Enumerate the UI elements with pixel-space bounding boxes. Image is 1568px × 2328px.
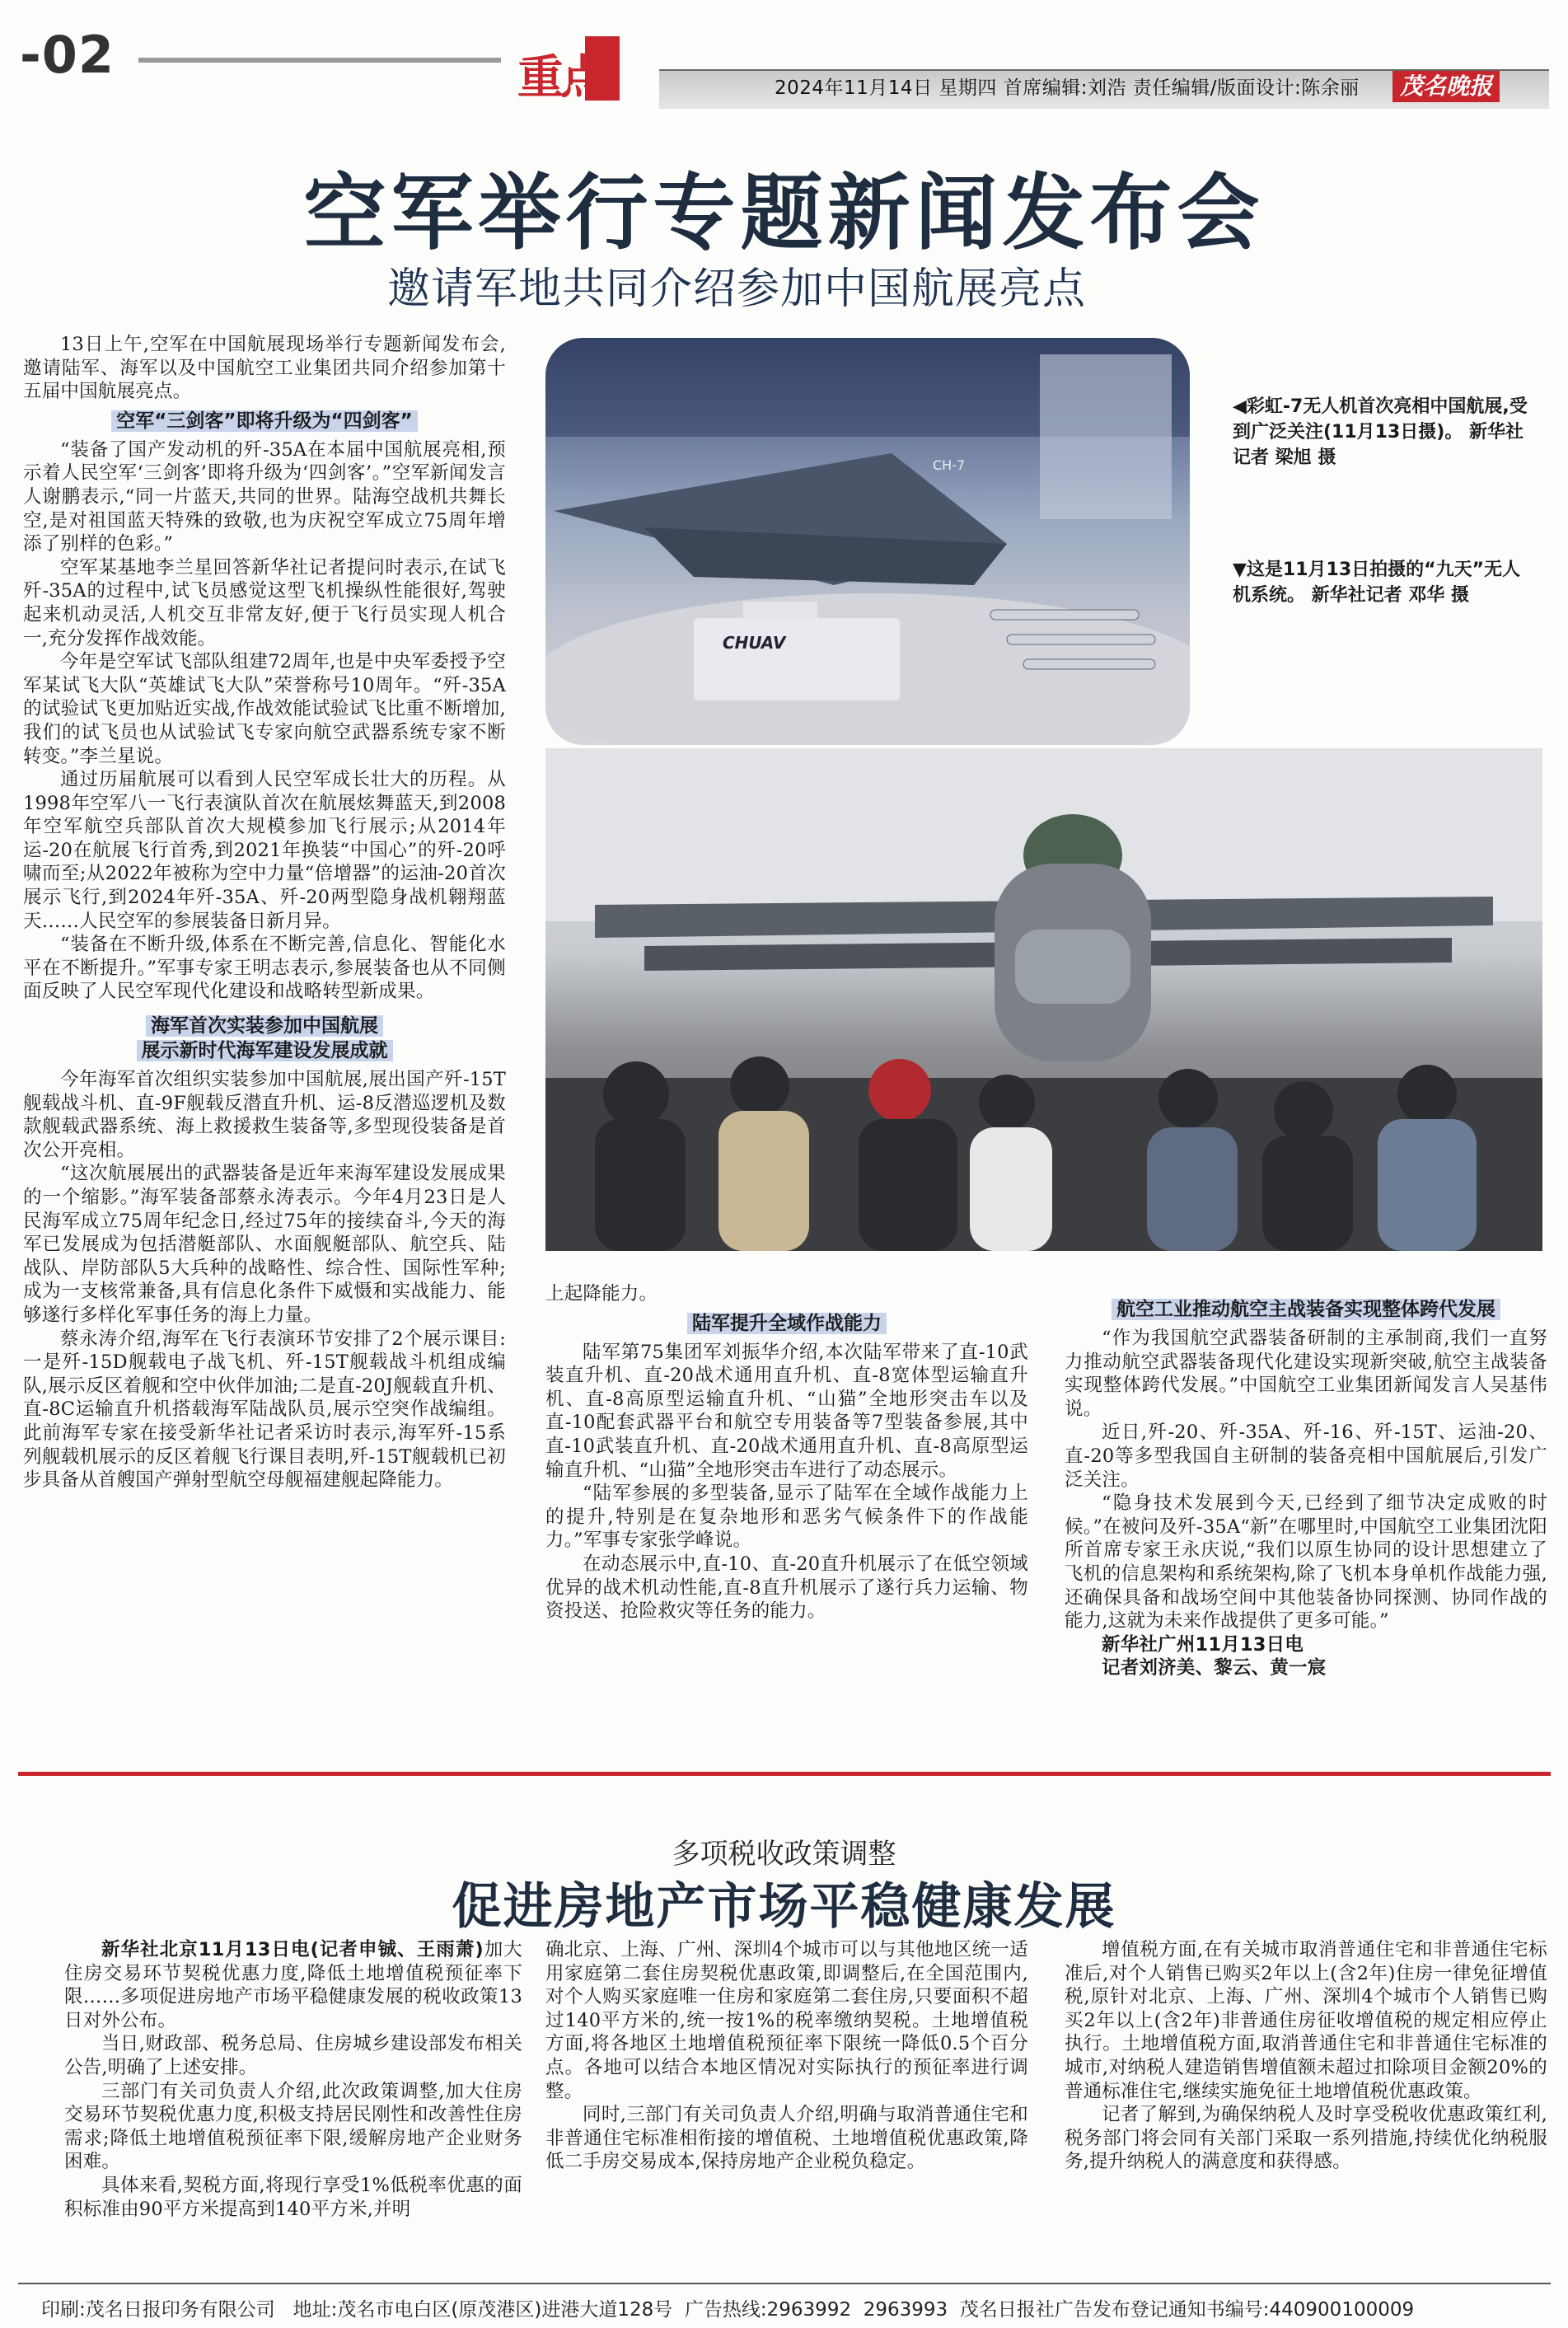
subhead-aviation-text: 航空工业推动航空主战装备实现整体跨代发展 <box>1112 1299 1500 1320</box>
col1-para: “装备了国产发动机的歼-35A在本届中国航展亮相,预示着人民空军‘三剑客’即将升级为‘四剑客’。”空军新闻发言人谢鹏表示,“同一片蓝天,共同的世界。陆海空战机共舞长空,是对祖国蓝天特殊的致敬,也为庆祝空军成立75周年增添了别样的色彩。” <box>23 438 506 555</box>
caption-jiutian: ▼这是11月13日拍摄的“九天”无人机系统。 新华社记者 邓华 摄 <box>1233 560 1521 606</box>
col1-para: 通过历届航展可以看到人民空军成长壮大的历程。从1998年空军八一飞行表演队首次在航展炫舞蓝天,到2008年空军航空兵部队首次大规模参加飞行展示;从2014年运-20在航展飞行首秀,到2021年换装“中国心”的歼-20呼啸而至;从2022年被称为空中力量“倍增器”的运油-20首次展示飞行,到2024年歼-35A、歼-20两型隐身战机翱翔蓝天……人民空军的参展装备日新月异。 <box>23 769 506 932</box>
footer-text: 印刷:茂名日报印务有限公司 地址:茂名市电白区(原茂港区)进港大道128号 广告热线:2963992 2963993 茂名日报社广告发布登记通知书编号:440900100009 <box>41 2299 1415 2321</box>
article2-col1-para: 具体来看,契税方面,将现行享受1%低税率优惠的面积标准由90平方米提高到140平方米,并明 <box>64 2174 522 2220</box>
page-number: -02 <box>20 25 115 85</box>
col1-para: “这次航展展出的武器装备是近年来海军建设发展成果的一个缩影。”海军装备部蔡永涛表示。今年4月23日是人民海军成立75周年纪念日,经过75年的接续奋斗,今天的海军已发展成为包括潜艇部队、水面舰艇部队、航空兵、陆战队、岸防部队5大兵种的战略性、综合性、国际性军种;成为一支核常兼备,具有信息化条件下威慑和实战能力、能够遂行多样化军事任务的海上力量。 <box>23 1163 506 1326</box>
article2-col1-para: 三部门有关司负责人介绍,此次政策调整,加大住房交易环节契税优惠力度,积极支持居民刚性和改善性住房需求;降低土地增值税预征率下限,缓解房地产企业财务困难。 <box>64 2080 522 2173</box>
col2-para: 在动态展示中,直-10、直-20直升机展示了在低空领域优异的战术机动性能,直-8直升机展示了遂行兵力运输、物资投送、抢险救灾等任务的能力。 <box>545 1553 1028 1623</box>
subhead-army <box>545 1311 1028 1336</box>
ch7-drone-illustration <box>545 338 1190 745</box>
photo-label-chuav: CHUAV <box>723 633 786 653</box>
subhead-navy-line2: 展示新时代海军建设发展成就 <box>137 1040 393 1061</box>
photo-label-ch7: CH-7 <box>933 457 966 473</box>
headline: 空军举行专题新闻发布会 <box>303 165 1265 261</box>
subhead-navy-line1: 海军首次实装参加中国航展 <box>146 1015 383 1037</box>
footer-rule <box>18 2283 1551 2284</box>
article2-lead: 加大住房交易环节契税优惠力度,降低土地增值税预征率下限……多项促进房地产市场平稳健康发展的税收政策13日对外公布。 <box>64 1939 522 2031</box>
article2-col3 <box>1065 1938 1547 2174</box>
article2-col1 <box>64 1938 522 2221</box>
photo-jiutian <box>545 748 1542 1251</box>
article1-col1 <box>23 333 506 1492</box>
byline-dateline: 新华社广州11月13日电 <box>1102 1633 1304 1656</box>
article2-col3-para: 记者了解到,为确保纳税人及时享受税收优惠政策红利,税务部门将会同有关部门采取一系列措施,持续优化纳税服务,提升纳税人的满意度和获得感。 <box>1065 2104 1547 2173</box>
col2-para: “陆军参展的多型装备,显示了陆军在全域作战能力上的提升,特别是在复杂地形和恶劣气候条件下的作战能力。”军事专家张学峰说。 <box>545 1483 1028 1552</box>
subhead-navy <box>23 1014 506 1063</box>
col2-tail: 上起降能力。 <box>545 1283 658 1305</box>
header-info: 2024年11月14日 星期四 首席编辑:刘浩 责任编辑/版面设计:陈余丽 <box>775 77 1360 99</box>
col3-para: “隐身技术发展到今天,已经到了细节决定成败的时候。”在被问及歼-35A“新”在哪里时,中国航空工业集团沈阳所首席专家王永庆说,“我们以原生协同的设计思想建立了飞机的信息架构和系统架构,除了飞机本身单机作战能力强,还确保具备和战场空间中其他装备协同探测、协同作战的能力,这就为未来作战提供了更多可能。” <box>1065 1492 1547 1632</box>
article2-col3-para: 增值税方面,在有关城市取消普通住宅和非普通住宅标准后,对个人销售已购买2年以上(含2年)住房一律免征增值税,原针对北京、上海、广州、深圳4个城市个人销售已购买2年以上(含2年)非普通住房征收增值税的规定相应停止执行。土地增值税方面,取消普通住宅和非普通住宅标准的城市,对纳税人建造销售增值额未超过扣除项目金额20%的普通标准住宅,继续实施免征土地增值税优惠政策。 <box>1065 1939 1547 2102</box>
article2-col2 <box>545 1938 1028 2174</box>
section-badge <box>514 36 623 105</box>
col3-para: 近日,歼-20、歼-35A、歼-16、歼-15T、运油-20、直-20等多型我国自主研制的装备亮相中国航展后,引发广泛关注。 <box>1065 1422 1547 1491</box>
byline-reporters: 记者刘济美、黎云、黄一宸 <box>1102 1657 1327 1679</box>
article2-col2-first: 确北京、上海、广州、深圳4个城市可以与其他地区统一适用家庭第二套住房契税优惠政策,即调整后,在全国范围内,对个人购买家庭唯一住房和家庭第二套住房,只要面积不超过140平方米的,统一按1%的税率缴纳契税。土地增值税方面,将各地区土地增值税预征率下限统一降低0.5个百分点。各地可以结合本地区情况对实际执行的预征率进行调整。 <box>545 1939 1028 2102</box>
col3-para: “作为我国航空武器装备研制的主承制商,我们一直努力推动航空武器装备现代化建设实现新突破,航空主战装备实现整体跨代发展。”中国航空工业集团新闻发言人吴基伟说。 <box>1065 1328 1547 1420</box>
jiutian-drone-illustration <box>545 748 1542 1251</box>
intro-para: 13日上午,空军在中国航展现场举行专题新闻发布会,邀请陆军、海军以及中国航空工业集团共同介绍参加第十五届中国航展亮点。 <box>23 334 506 403</box>
col1-para: “装备在不断升级,体系在不断完善,信息化、智能化水平在不断提升。”军事专家王明志表示,参展装备也从不同侧面反映了人民空军现代化建设和战略转型新成果。 <box>23 934 506 1003</box>
article1-col3 <box>1065 1297 1547 1680</box>
header-rule-left <box>138 58 501 63</box>
subhead-airforce <box>23 409 506 433</box>
article2-headline: 促进房地产市场平稳健康发展 <box>452 1878 1116 1936</box>
col1-para: 空军某基地李兰星回答新华社记者提问时表示,在试飞歼-35A的过程中,试飞员感觉这型飞机操纵性能很好,驾驶起来机动灵活,人机交互非常友好,便于飞行员实现人机合一,充分发挥作战效能。 <box>23 556 506 649</box>
section-divider <box>18 1772 1551 1776</box>
subhead-army-text: 陆军提升全域作战能力 <box>687 1313 887 1334</box>
caption-ch7: ◀彩虹-7无人机首次亮相中国航展,受到广泛关注(11月13日摄)。 新华社记者 梁旭 摄 <box>1233 396 1528 468</box>
col1-para: 今年海军首次组织实装参加中国航展,展出国产歼-15T舰载战斗机、直-9F舰载反潜直升机、运-8反潜巡逻机及数款舰载武器系统、海上救援救生装备等,多型现役装备是首次公开亮相。 <box>23 1069 506 1161</box>
col1-para: 蔡永涛介绍,海军在飞行表演环节安排了2个展示课目:一是歼-15D舰载电子战飞机、歼-15T舰载战斗机组成编队,展示反区着舰和空中伙伴加油;二是直-20J舰载直升机、直-8C运输直升机搭载海军陆战队员,展示空突作战编组。此前海军专家在接受新华社记者采访时表示,海军歼-15系列舰载机展示的反区着舰飞行课目表明,歼-15T舰载机已初步具备从首艘国产弹射型航空母舰福建舰起降能力。 <box>23 1328 506 1492</box>
photo-ch7 <box>545 338 1190 745</box>
subhead-aviation <box>1065 1297 1547 1322</box>
col1-para: 今年是空军试飞部队组建72周年,也是中央军委授予空军某试飞大队“英雄试飞大队”荣誉称号10周年。“歼-35A的试验试飞更加贴近实战,作战效能试验试飞比重不断增加,我们的试飞员也从试验试飞专家向航空武器系统专家不断转变。”李兰星说。 <box>23 651 506 767</box>
article2-dateline: 新华社北京11月13日电(记者申铖、王雨萧) <box>101 1939 484 1960</box>
article1-col2 <box>545 1282 1028 1623</box>
section-label: 重点 <box>517 51 603 105</box>
article2-kicker: 多项税收政策调整 <box>672 1838 896 1871</box>
col2-para: 陆军第75集团军刘振华介绍,本次陆军带来了直-10武装直升机、直-20战术通用直升机、直-8宽体型运输直升机、直-8高原型运输直升机、“山猫”全地形突击车以及直-10配套武器平台和航空专用装备等7型装备参展,其中直-10武装直升机、直-20战术通用直升机、直-8高原型运输直升机、“山猫”全地形突击车进行了动态展示。 <box>545 1341 1028 1481</box>
article2-col1-para: 当日,财政部、税务总局、住房城乡建设部发布相关公告,明确了上述安排。 <box>64 2033 522 2078</box>
article2-col2-para: 同时,三部门有关司负责人介绍,明确与取消普通住宅和非普通住宅标准相衔接的增值税、土地增值税优惠政策,降低二手房交易成本,保持房地产企业税负稳定。 <box>545 2104 1028 2173</box>
header-logo <box>1392 71 1500 102</box>
subheadline: 邀请军地共同介绍参加中国航展亮点 <box>387 265 1087 314</box>
subhead-airforce-text: 空军“三剑客”即将升级为“四剑客” <box>111 410 417 432</box>
logo-text: 茂名晚报 <box>1399 73 1492 100</box>
